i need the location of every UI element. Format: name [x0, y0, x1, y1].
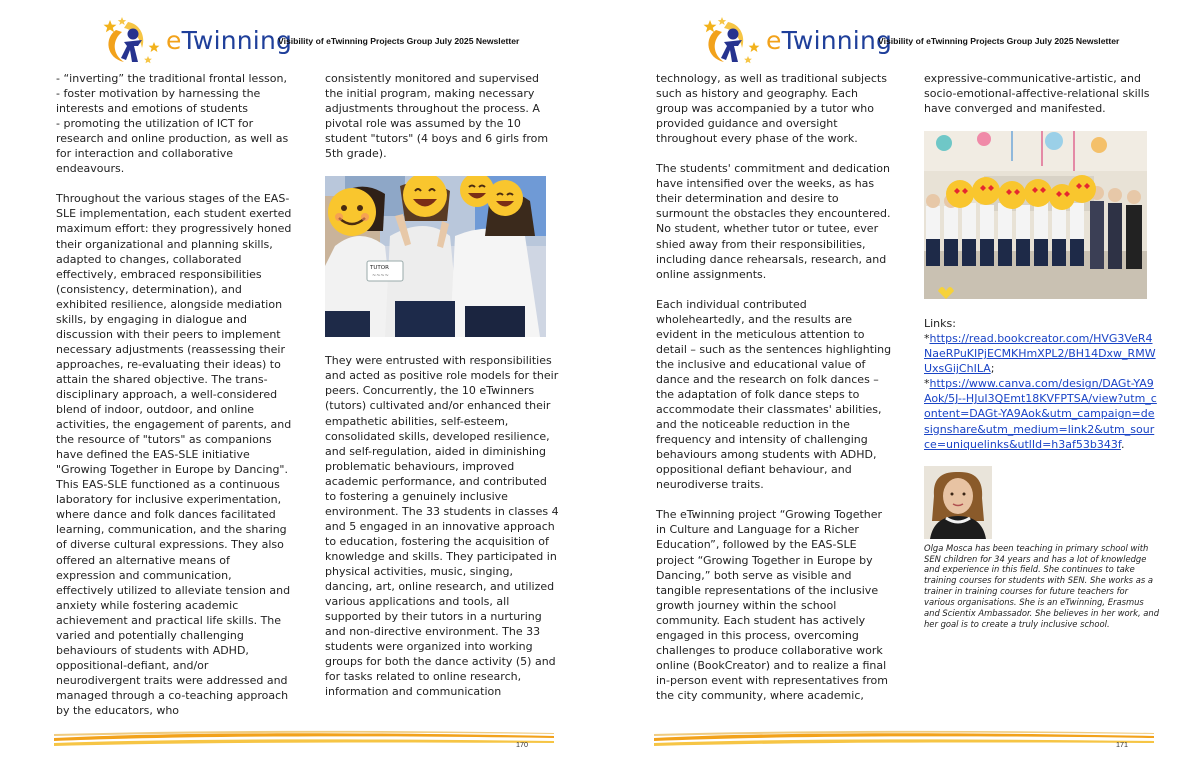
paragraph: The eTwinning project “Growing Together in Culture and Language for a Richer Education”, followed by the EAS-SLE project “Growing Together in Europe by Dancing,” both serve as visible and tangible representations of the inclusive growth journey within the school community. Each student has actively engaged in this process, overcoming challenges to produce collaborative work online (BookCreator) and to realize a final in-person event with representatives from the city community, where academic, — [656, 508, 888, 702]
tutor-name-tag: TUTOR — [370, 265, 389, 272]
tutors-photo — [325, 176, 546, 337]
brand-text: Twinning — [181, 26, 293, 55]
links-label: Links: — [924, 317, 956, 331]
author-portrait-image — [924, 466, 992, 539]
brand-name — [166, 26, 292, 55]
paragraph: expressive-communicative-artistic, and socio-emotional-affective-relational skills have converged and manifested. — [924, 72, 1150, 116]
class-photo-image — [924, 131, 1147, 299]
paragraph: Throughout the various stages of the EAS-SLE implementation, each student exerted maximum effort: they progressively honed their organizational and planning skills, adapted to changes, collaborated effectively, embraced responsibilities (consistency, determination), and exhibited resilience, alongside mediation skills, by engaging in dialogue and discussion with their peers to implement necessary adjustments (reassessing their approaches, re-evaluating their ideas) to attain the shared objective. The trans-disciplinary approach, a well-considered blend of indoor, outdoor, and online activities, the engagement of parents, and the resource of "tutors" as companions have defined the EAS-SLE initiative "Growing Together in Europe by Dancing". This EAS-SLE functioned as a continuous laboratory for inclusive experimentation, where dance and folk dances facilitated learning, communication, and the sharing of diverse cultural expressions. They also offered an alternative means of expression and communication, effectively utilized to alleviate tension and anxiety while fostering academic achievement and practical life skills. The varied and potentially challenging behaviours of students with ADHD, oppositional-defiant, and/or neurodivergent traits were addressed and managed through a co-teaching approach by the educators, who — [56, 192, 292, 717]
footer-swoosh — [54, 730, 554, 752]
paragraph: The students' commitment and dedication have intensified over the weeks, as has their determination and desire to surmount the obstacles they encountered. No student, whether tutor or tutee, ever shied away from their responsibilities, including dance rehearsals, research, and online assignments. — [656, 162, 891, 281]
page-right — [600, 0, 1200, 776]
author-bio: Olga Mosca has been teaching in primary school with SEN children for 34 years and has a lot of knowledge and experience in this field. She continues to take training courses for students with SEN. She works as a trainer in training courses for future teachers for various organisations. She is an eTwinning, Erasmus and Scientix Ambassador. She believes in her work, and her goal is to create a truly inclusive school. — [924, 542, 1160, 629]
emoji-face — [487, 180, 523, 216]
author-portrait — [924, 466, 992, 539]
link-item — [924, 331, 1160, 376]
svg-text:~~~~: ~~~~ — [372, 273, 389, 280]
bookcreator-link[interactable]: https://read.bookcreator.com/HVG3VeR4NaeRPuKIPjECMKHmXPL2/BH14Dxw_RMWUxsGijChILA — [924, 332, 1156, 376]
footer-swoosh — [654, 730, 1154, 752]
right-page-column-2 — [924, 71, 1160, 630]
page-header — [700, 16, 1160, 68]
brand-name — [766, 26, 892, 55]
newsletter-title: Visibility of eTwinning Projects Group July 2025 Newsletter — [278, 36, 520, 46]
paragraph: Each individual contributed wholeheartedly, and the results are evident in the meticulous attention to detail – such as the sentences highlighting the inclusive and educational value of dance and the research on folk dances – the adaptation of folk dance steps to accommodate their classmates' abilities, and the noticeable reduction in the frequency and intensity of challenging behaviours among students with ADHD, oppositional defiant behaviour, and neurodiverse traits. — [656, 297, 892, 492]
page-number: 171 — [1116, 740, 1128, 749]
link-item — [924, 376, 1160, 451]
page-header — [100, 16, 560, 68]
paragraph: They were entrusted with responsibilities and acted as positive role models for their peers. Concurrently, the 10 eTwinners (tutors) cultivated and/or enhanced their empathetic abilities, self-esteem, consolidated skills, developed resilience, and self-regulation, aided in diminishing problematic behaviours, improved academic performance, and contributed to fostering a genuinely inclusive environment. The 33 students in classes 4 and 5 engaged in an innovative approach to education, fostering the acquisition of knowledge and skills. They participated in physical activities, music, singing, dancing, art, online research, and utilized various applications and tools, all supported by their tutors in a nurturing and non-directive environment. The 33 students were organized into working groups for both the dance activity (5) and for tasks related to online research, information and communication — [325, 354, 559, 699]
paragraph: consistently monitored and supervised the initial program, making necessary adjustments throughout the process. A pivotal role was assumed by the 10 student "tutors" (4 boys and 6 girls from 5th grade). — [325, 72, 549, 161]
brand-prefix: e — [166, 26, 182, 55]
left-page-column-1 — [56, 71, 292, 733]
brand-prefix: e — [766, 26, 782, 55]
left-page-column-2 — [325, 71, 559, 714]
link-suffix: ; — [990, 362, 995, 376]
canva-link[interactable]: https://www.canva.com/design/DAGt-YA9Aok/5J--HJuI3QEmt18KVFPTSA/view?utm_content=DAGt-YA9Aok&utm_campaign=designshare&utm_medium=link2&utm_source=uniquelinks&utlId=h3af53b343f — [924, 377, 1157, 451]
tutors-photo-image — [325, 176, 546, 337]
right-page-column-1 — [656, 71, 892, 718]
paragraph: - promoting the utilization of ICT for research and online production, as well as for interaction and collaborative endeavours. — [56, 117, 289, 176]
page-number: 170 — [516, 740, 528, 749]
paragraph: technology, as well as traditional subjects such as history and geography. Each group was accompanied by a tutor who provided guidance and oversight throughout every phase of the work. — [656, 72, 887, 146]
class-photo — [924, 131, 1147, 299]
paragraph: - “inverting” the traditional frontal lesson, — [56, 72, 287, 85]
link-suffix: . — [1120, 437, 1125, 451]
paragraph: - foster motivation by harnessing the interests and emotions of students — [56, 87, 261, 116]
newsletter-title: Visibility of eTwinning Projects Group July 2025 Newsletter — [878, 36, 1120, 46]
link-prefix: * — [924, 332, 930, 346]
link-prefix: * — [924, 377, 930, 391]
emoji-face — [328, 188, 376, 236]
brand-text: Twinning — [781, 26, 893, 55]
